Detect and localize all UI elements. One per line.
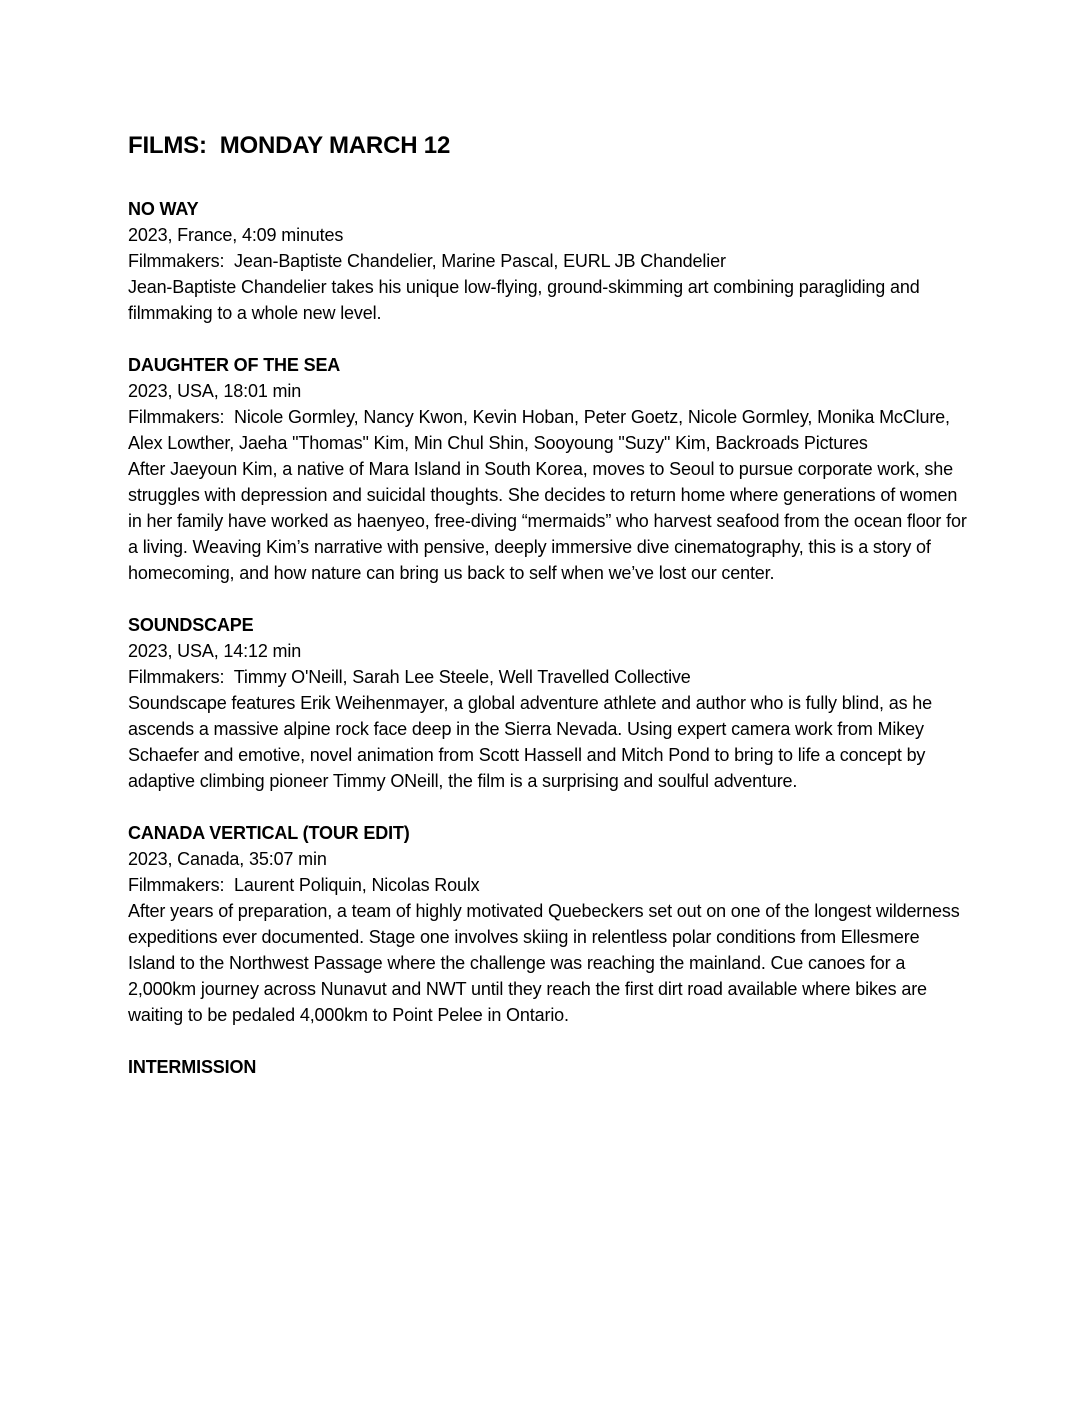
film-filmmakers: Filmmakers: Nicole Gormley, Nancy Kwon, Kevin Hoban, Peter Goetz, Nicole Gormley, Monika McClure, Alex Lowther, Jaeha "Thomas" Kim, Min Chul Shin, Sooyoung "Suzy" Kim, Backroads Pictures [128,407,954,453]
film-entry [128,612,968,794]
film-title: SOUNDSCAPE [128,615,254,635]
intermission-heading: INTERMISSION [128,1057,257,1077]
film-list [128,196,968,1028]
film-meta: 2023, France, 4:09 minutes [128,225,344,245]
document-page [128,128,968,1080]
film-meta: 2023, USA, 14:12 min [128,641,302,661]
film-title: DAUGHTER OF THE SEA [128,355,341,375]
film-filmmakers: Filmmakers: Jean-Baptiste Chandelier, Marine Pascal, EURL JB Chandelier [128,251,726,271]
film-description: After years of preparation, a team of highly motivated Quebeckers set out on one of the longest wilderness expeditions ever documented. Stage one involves skiing in relentless polar conditions from Ellesmere Island to the Northwest Passage where the challenge was reaching the mainland. Cue canoes for a 2,000km journey across Nunavut and NWT until they reach the first dirt road available where bikes are waiting to be pedaled 4,000km to Point Pelee in Ontario. [128,901,960,1025]
film-title: CANADA VERTICAL (TOUR EDIT) [128,823,410,843]
film-meta: 2023, USA, 18:01 min [128,381,302,401]
film-description: After Jaeyoun Kim, a native of Mara Island in South Korea, moves to Seoul to pursue corporate work, she struggles with depression and suicidal thoughts. She decides to return home where generations of women in her family have worked as haenyeo, free-diving “mermaids” who harvest seafood from the ocean floor for a living. Weaving Kim’s narrative with pensive, deeply immersive dive cinematography, this is a story of homecoming, and how nature can bring us back to self when we’ve lost our center. [128,459,967,583]
film-meta: 2023, Canada, 35:07 min [128,849,327,869]
film-description: Soundscape features Erik Weihenmayer, a global adventure athlete and author who is fully blind, as he ascends a massive alpine rock face deep in the Sierra Nevada. Using expert camera work from Mikey Schaefer and emotive, novel animation from Scott Hassell and Mitch Pond to bring to life a concept by adaptive climbing pioneer Timmy ONeill, the film is a surprising and soulful adventure. [128,693,933,791]
film-entry [128,196,968,326]
film-entry [128,820,968,1028]
film-entry [128,352,968,586]
film-title: NO WAY [128,199,199,219]
page-title: FILMS: MONDAY MARCH 12 [128,132,451,159]
film-filmmakers: Filmmakers: Timmy O'Neill, Sarah Lee Steele, Well Travelled Collective [128,667,691,687]
film-filmmakers: Filmmakers: Laurent Poliquin, Nicolas Roulx [128,875,480,895]
film-description: Jean-Baptiste Chandelier takes his unique low-flying, ground-skimming art combining paragliding and filmmaking to a whole new level. [128,277,920,323]
